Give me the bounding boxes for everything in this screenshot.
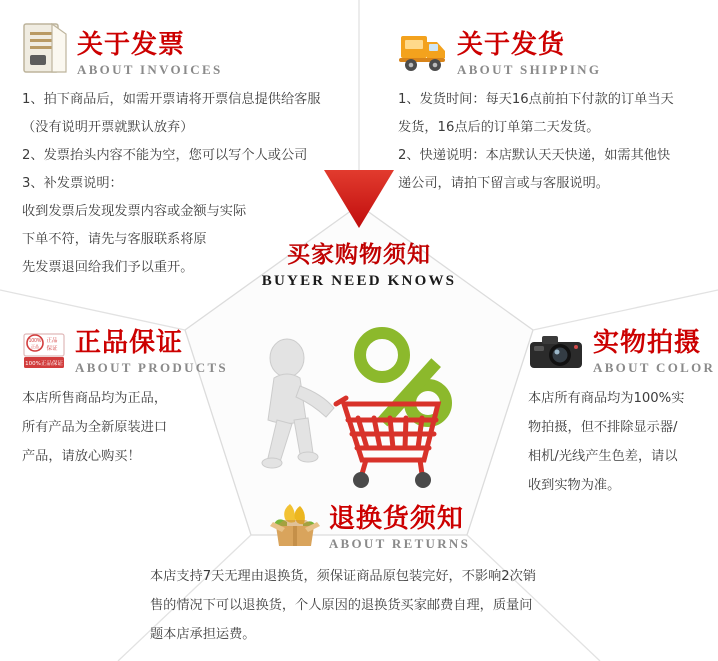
body-line: 1、拍下商品后，如需开票请将开票信息提供给客服	[22, 92, 321, 107]
body-line: 先发票退回给我们予以重开。	[22, 260, 194, 275]
panel-title-en: ABOUT RETURNS	[328, 536, 471, 551]
svg-text:保证: 保证	[46, 346, 58, 352]
panel-title-cn: 关于发货	[457, 30, 566, 60]
panel-title-en: ABOUT COLOR	[593, 360, 716, 375]
panel-title-cn: 实物拍摄	[593, 328, 702, 358]
body-line: 递公司，请拍下留言或与客服说明。	[398, 176, 609, 191]
open-box-corn-icon	[270, 500, 320, 550]
panel-body	[150, 562, 590, 649]
body-line: 产品，请放心购买！	[22, 449, 141, 464]
svg-text:正品: 正品	[31, 344, 39, 349]
panel-title-cn: 正品保证	[75, 328, 184, 358]
body-line: 售的情况下可以退换货，个人原因的退换货买家邮费自理，质量问	[150, 598, 533, 613]
body-line: 收到实物为准。	[528, 478, 621, 493]
panel-body	[398, 86, 703, 198]
body-line: 2、发票抬头内容不能为空，您可以写个人或公司	[22, 148, 308, 163]
svg-text:正品: 正品	[46, 338, 58, 344]
center-label-en: BUYER NEED KNOWS	[261, 273, 457, 289]
body-line: 本店所有商品均为100%实	[528, 391, 685, 406]
body-line: 发货，16点后的订单第二天发货。	[398, 120, 600, 135]
panel-header	[150, 500, 590, 550]
center-label	[0, 236, 718, 290]
panel-about-shipping	[398, 22, 703, 198]
body-line: 相机/光线产生色差，请以	[528, 449, 678, 464]
body-line: 本店所售商品均为正品，	[22, 391, 168, 406]
delivery-truck-icon	[398, 22, 448, 76]
body-line: 1、发货时间：每天16点前拍下付款的订单当天	[398, 92, 674, 107]
panel-title-cn: 关于发票	[77, 30, 186, 60]
panel-header	[398, 22, 703, 76]
body-line: 2、快递说明：本店默认天天快递，如需其他快	[398, 148, 671, 163]
panel-about-products	[22, 330, 252, 471]
body-line: 本店支持7天无理由退换货，须保证商品原包装完好，不影响2次销	[150, 569, 537, 584]
invoice-document-icon	[22, 22, 68, 76]
panel-body	[528, 384, 706, 500]
camera-icon	[528, 332, 584, 374]
svg-text:100%: 100%	[28, 338, 42, 344]
panel-title-en: ABOUT SHIPPING	[457, 62, 602, 77]
svg-text:100%正品保证: 100%正品保证	[25, 361, 63, 367]
quality-guarantee-seal-icon	[22, 330, 66, 374]
body-line: 题本店承担运费。	[150, 627, 256, 642]
panel-about-color	[528, 328, 716, 500]
panel-title-cn: 退换货须知	[328, 504, 464, 534]
panel-header	[22, 330, 252, 374]
panel-body	[22, 384, 252, 471]
body-line: 物拍摄，但不排除显示器/	[528, 420, 678, 435]
shopper-cart-percent-illustration	[232, 300, 482, 490]
panel-title-en: ABOUT INVOICES	[77, 62, 223, 77]
panel-header	[528, 328, 716, 375]
body-line: 收到发票后发现发票内容或金额与实际	[22, 204, 247, 219]
body-line: 所有产品为全新原装进口	[22, 420, 168, 435]
panel-header	[22, 22, 352, 76]
body-line: 下单不符，请先与客服联系将原	[22, 232, 207, 247]
down-arrow-icon	[318, 168, 400, 230]
center-label-cn: 买家购物须知	[287, 242, 431, 268]
body-line: 3、补发票说明：	[22, 176, 123, 191]
panel-about-returns	[150, 500, 590, 649]
body-line: （没有说明开票就默认放弃）	[22, 120, 194, 135]
panel-title-en: ABOUT PRODUCTS	[75, 360, 228, 375]
